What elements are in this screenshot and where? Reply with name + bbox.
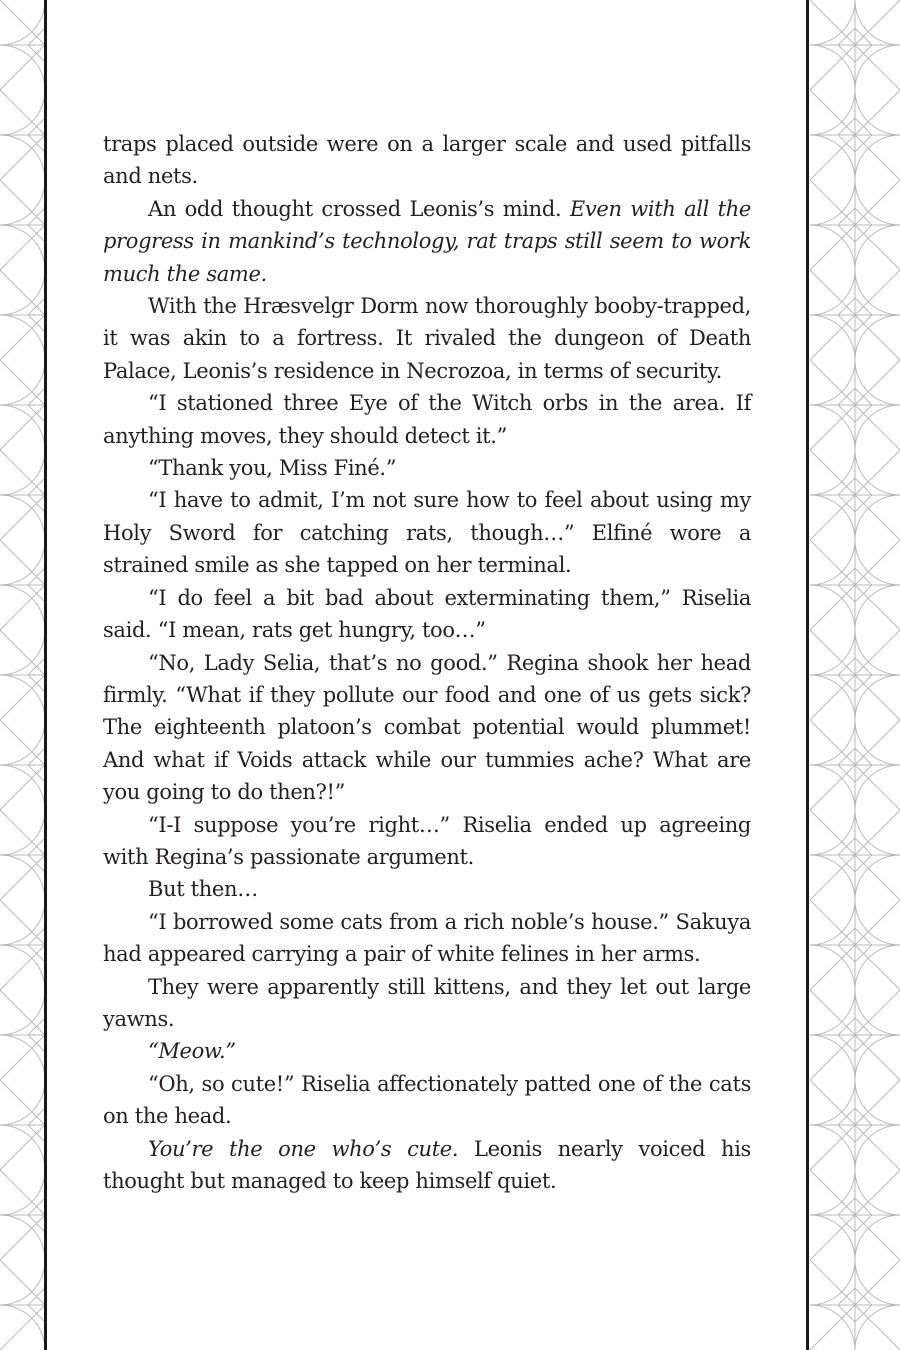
paragraph: [103, 128, 751, 193]
text-run: But then…: [148, 877, 258, 902]
paragraph: [103, 484, 751, 581]
paragraph: [103, 809, 751, 874]
text-run: “I do feel a bit bad about exterminating them,” Riselia said. “I mean, rats get hungry, too…”: [103, 585, 751, 643]
paragraph: [103, 647, 751, 809]
paragraph: [103, 1035, 751, 1067]
text-run: “I-I suppose you’re right…” Riselia ended up agreeing with Regina’s passionate argument.: [103, 812, 751, 869]
text-run: Leonis nearly voiced his thought but managed to keep himself quiet.: [103, 1136, 751, 1193]
text-run: With the Hræsvelgr Dorm now thoroughly booby-trapped, it was akin to a fortress. It rivaled the dungeon of Death Palace, Leonis’s residence in Necrozoa, in terms of security.: [103, 294, 751, 383]
left-frame-line: [44, 0, 47, 1350]
paragraph: [103, 906, 751, 971]
paragraph: [103, 290, 751, 387]
paragraph: [103, 452, 751, 484]
paragraph: [103, 873, 751, 905]
text-run: “I have to admit, I’m not sure how to feel about using my Holy Sword for catching rats, though…” Elfiné wore a strained smile as she tapped on her terminal.: [103, 488, 751, 578]
text-run: “Thank you, Miss Finé.”: [148, 456, 397, 481]
text-run: “No, Lady Selia, that’s no good.” Regina shook her head firmly. “What if they pollute our food and one of us gets sick? The eighteenth platoon’s combat potential would plummet! And what if Voids attack while our tummies ache? What are you going to do then?!”: [103, 650, 751, 805]
text-run: “I borrowed some cats from a rich noble’s house.” Sakuya had appeared carrying a pair of white felines in her arms.: [103, 909, 751, 967]
paragraph: [103, 1133, 751, 1198]
left-lattice-pattern: [0, 0, 45, 1350]
paragraph: [103, 193, 751, 290]
italic-thought: You’re the one who’s cute.: [148, 1136, 459, 1161]
body-text: [103, 128, 751, 1197]
text-run: traps placed outside were on a larger scale and used pitfalls and nets.: [103, 132, 751, 189]
italic-sound: “Meow.”: [148, 1039, 236, 1064]
text-run: They were apparently still kittens, and they let out large yawns.: [103, 974, 751, 1031]
text-run: “Oh, so cute!” Riselia affectionately patted one of the cats on the head.: [103, 1071, 751, 1129]
right-lattice-pattern: [810, 0, 900, 1350]
left-ornamental-border: [0, 0, 45, 1350]
paragraph: [103, 582, 751, 647]
paragraph: [103, 387, 751, 452]
text-run: An odd thought crossed Leonis’s mind.: [148, 196, 570, 221]
italic-thought: Even with all the progress in mankind’s technology, rat traps still seem to work much the same.: [103, 196, 751, 286]
paragraph: [103, 1068, 751, 1133]
text-run: “I stationed three Eye of the Witch orbs in the area. If anything moves, they should detect it.”: [103, 391, 751, 448]
right-ornamental-border: [810, 0, 900, 1350]
paragraph: [103, 971, 751, 1036]
right-frame-line: [806, 0, 809, 1350]
